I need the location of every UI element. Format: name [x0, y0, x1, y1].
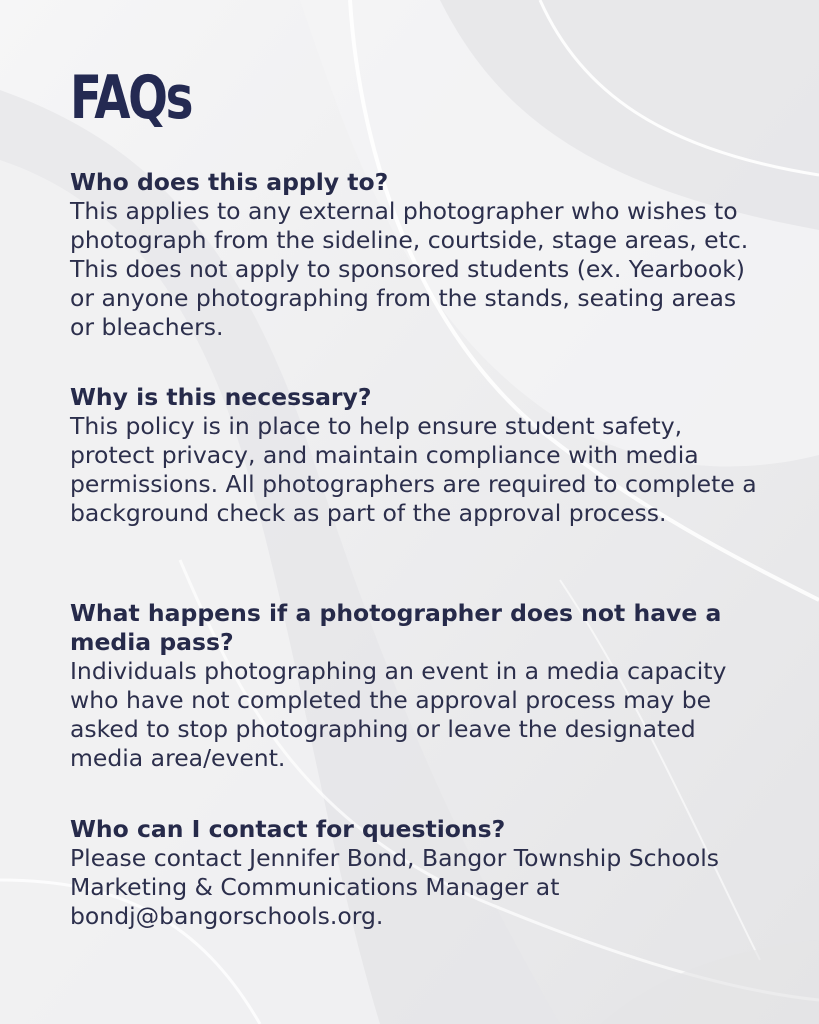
faq-question: Why is this necessary? — [70, 383, 372, 411]
faq-answer: This policy is in place to help ensure student safety, protect privacy, and maintain compliance with media permissions. All photographers are required to complete a background check as part of the approval process. — [70, 412, 757, 527]
faq-answer: Please contact Jennifer Bond, Bangor Township Schools Marketing & Communications Manager at bondj@bangorschools.org. — [70, 844, 719, 930]
faq-question: Who can I contact for questions? — [70, 815, 506, 843]
faq-item — [70, 168, 760, 342]
faq-answer: This applies to any external photographer who wishes to photograph from the sideline, courtside, stage areas, etc. This does not apply to sponsored students (ex. Yearbook) or anyone photographing from the stands, seating areas or bleachers. — [70, 197, 749, 341]
faq-item — [70, 383, 760, 528]
faq-question: Who does this apply to? — [70, 168, 389, 196]
faq-answer: Individuals photographing an event in a media capacity who have not completed the approval process may be asked to stop photographing or leave the designated media area/event. — [70, 657, 727, 772]
faq-item — [70, 599, 760, 773]
faq-question: What happens if a photographer does not have a media pass? — [70, 599, 722, 656]
page-title: FAQs — [70, 63, 192, 133]
faq-item — [70, 815, 760, 931]
